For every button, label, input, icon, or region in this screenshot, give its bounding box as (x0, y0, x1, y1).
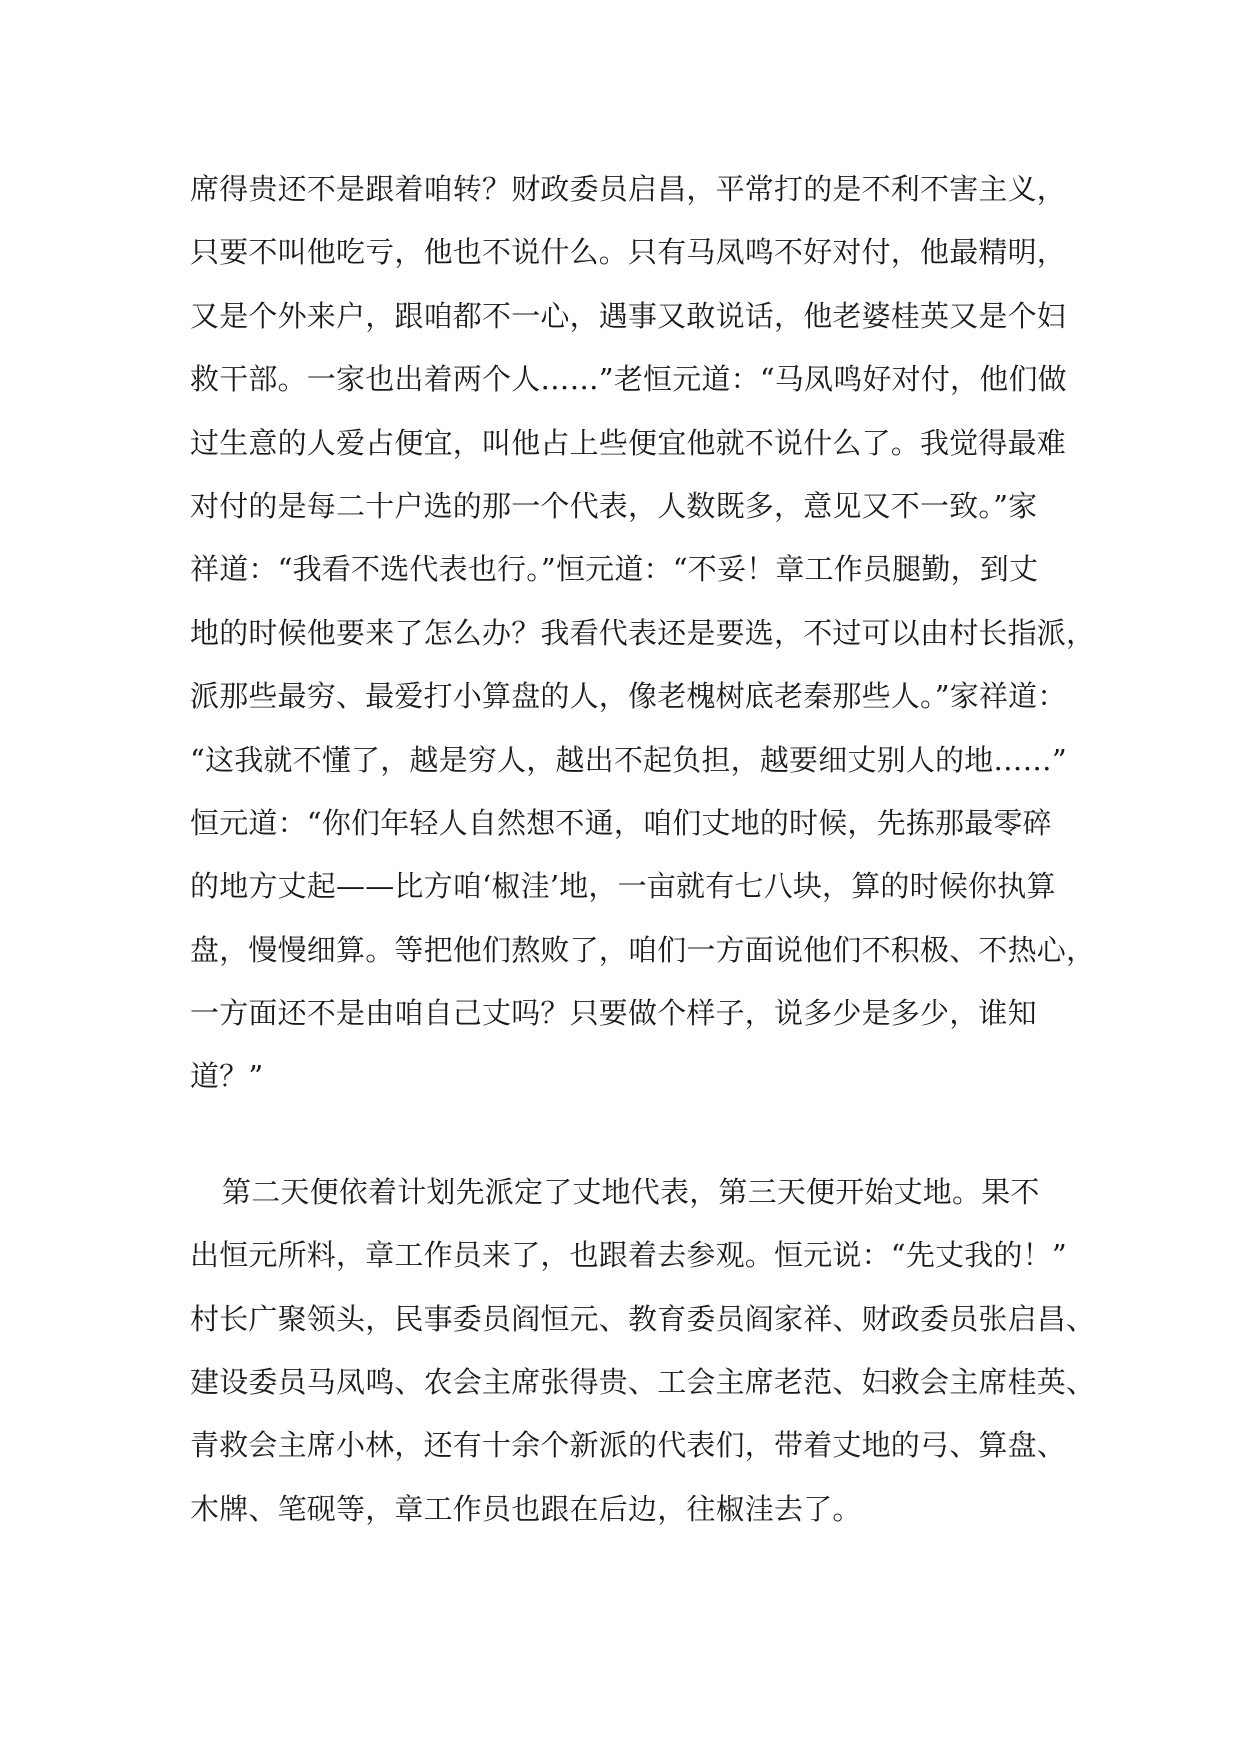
text-line: 救干部。一家也出着两个人……”老恒元道：“马凤鸣好对付，他们做 (190, 362, 1067, 397)
text-line: 出恒元所料，章工作员来了，也跟着去参观。恒元说：“先丈我的！” (190, 1238, 1067, 1273)
text-line: 席得贵还不是跟着咱转？财政委员启昌，平常打的是不利不害主义， (190, 172, 1067, 206)
text-line: 过生意的人爱占便宜，叫他占上些便宜他就不说什么了。我觉得最难 (190, 425, 1067, 460)
text-line: 青救会主席小林，还有十余个新派的代表们，带着丈地的弓、算盘、 (190, 1428, 1067, 1463)
paragraph-1 (190, 158, 1096, 1109)
text-line: 道？” (190, 1059, 264, 1094)
document-page (190, 158, 1096, 1541)
text-line: 对付的是每二十户选的那一个代表，人数既多，意见又不一致。”家 (190, 488, 1038, 523)
text-line: 又是个外来户，跟咱都不一心，遇事又敢说话，他老婆桂英又是个妇 (190, 298, 1067, 333)
text-line: “这我就不懂了，越是穷人，越出不起负担，越要细丈别人的地……” (190, 742, 1067, 777)
text-line: 派那些最穷、最爱打小算盘的人，像老槐树底老秦那些人。”家祥道： (190, 679, 1067, 714)
paragraph-2 (190, 1161, 1096, 1541)
text-line: 的地方丈起——比方咱‘椒洼’地，一亩就有七八块，算的时候你执算 (190, 869, 1056, 904)
text-line: 盘，慢慢细算。等把他们熬败了，咱们一方面说他们不积极、不热心， (190, 932, 1096, 967)
text-line: 第二天便依着计划先派定了丈地代表，第三天便开始丈地。果不 (222, 1174, 1040, 1209)
text-line: 一方面还不是由咱自己丈吗？只要做个样子，说多少是多少，谁知 (190, 996, 1037, 1031)
text-line: 恒元道：“你们年轻人自然想不通，咱们丈地的时候，先拣那最零碎 (190, 805, 1052, 840)
text-line: 只要不叫他吃亏，他也不说什么。只有马凤鸣不好对付，他最精明， (190, 235, 1067, 270)
text-line: 建设委员马凤鸣、农会主席张得贵、工会主席老范、妇救会主席桂英、 (190, 1365, 1096, 1400)
text-line: 祥道：“我看不选代表也行。”恒元道：“不妥！章工作员腿勤，到丈 (190, 552, 1039, 587)
text-line: 地的时候他要来了怎么办？我看代表还是要选，不过可以由村长指派， (190, 615, 1096, 650)
text-line: 村长广聚领头，民事委员阎恒元、教育委员阎家祥、财政委员张启昌、 (190, 1301, 1096, 1336)
text-line: 木牌、笔砚等，章工作员也跟在后边，往椒洼去了。 (190, 1491, 862, 1526)
